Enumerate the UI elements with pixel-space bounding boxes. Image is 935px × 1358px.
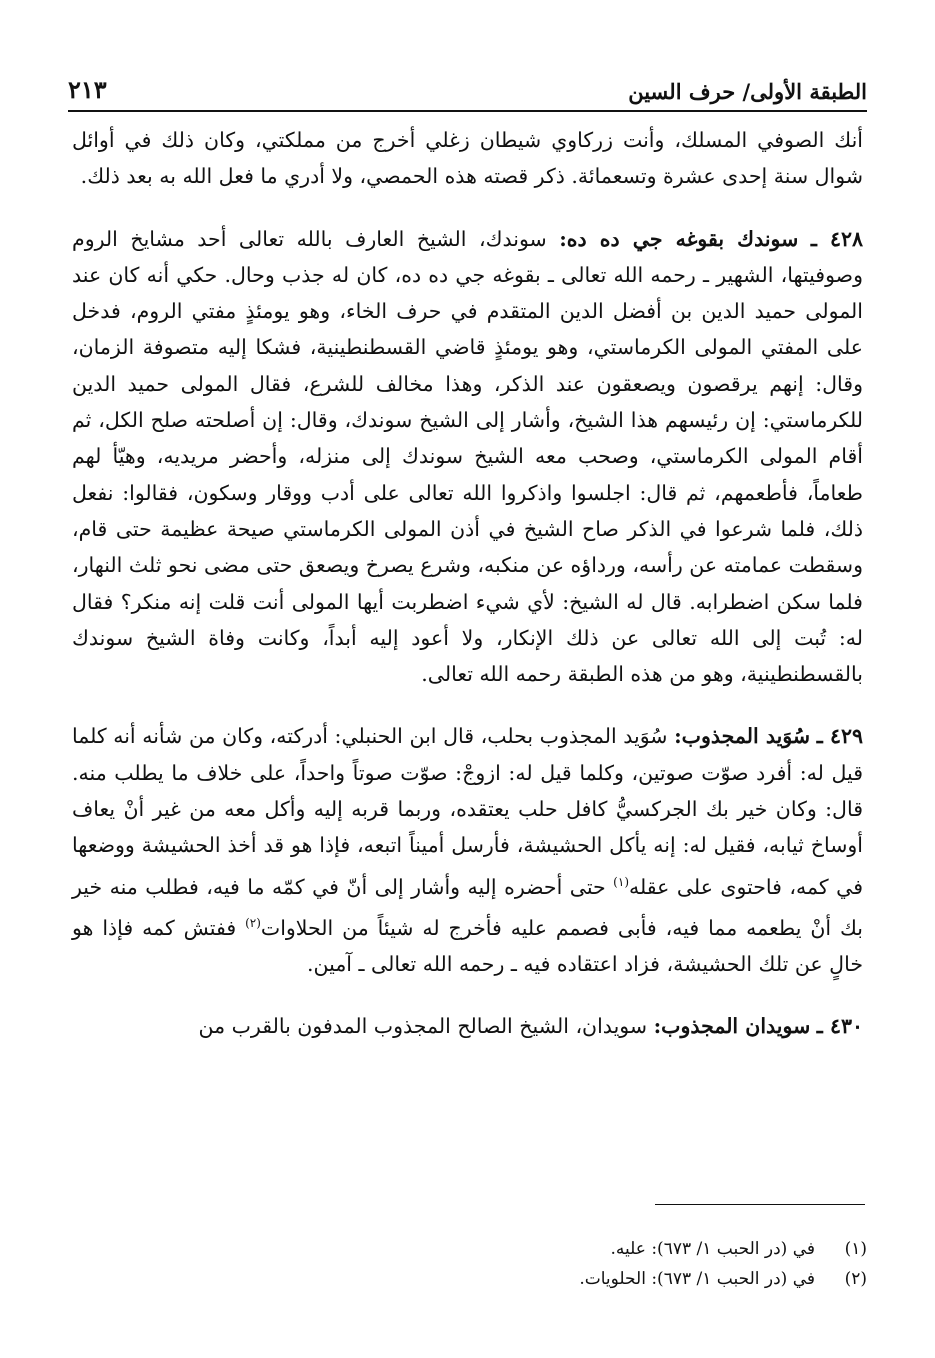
entry-name: سوندك بقوغه جي ده ده: (559, 226, 799, 251)
entry-number: ٤٢٩ ـ (816, 724, 863, 749)
entry-name: سُوَيد المجذوب: (674, 724, 811, 749)
footnote-number: (٢) (844, 1269, 867, 1289)
entry-number: ٤٢٨ ـ (810, 226, 863, 251)
entry-text: ففتش كمه فإذا هو خالٍ عن تلك الحشيشة، فزاد اعتقاده فيه ـ رحمه الله تعالى ـ آمين. (72, 915, 863, 976)
entry-text: سويدان، الشيخ الصالح المجذوب المدفون بالقرب من (198, 1014, 648, 1039)
footnote-1 (68, 1234, 867, 1264)
footnote-number: (١) (844, 1239, 867, 1259)
entry-name: سويدان المجذوب: (653, 1014, 811, 1039)
entry-text: سوندك، الشيخ العارف بالله تعالى أحد مشايخ الروم وصوفيتها، الشهير ـ رحمه الله تعالى ـ بقوغه جي ده ده، كان له جذب وحال. حكي أنه كان عند المولى حميد الدين بن أفضل الدين المتقدم في حرف الخاء، وهو يومئذٍ مفتي الروم، فدخل على المفتي المولى الكرماستي، وهو يومئذٍ قاضي القسطنطينية، فشكا إليه متصوفة الزمان، وقال: إنهم يرقصون ويصعقون عند الذكر، وهذا مخالف للشرع، فقال المولى حميد الدين للكرماستي: إن رئيسهم هذا الشيخ، وأشار إلى الشيخ سوندك، وقال: إن أصلحته صلح الكل، ثم أقام المولى الكرماستي، وصحب معه الشيخ سوندك إلى منزله، وأحضر مريديه، وهيّأ لهم طعاماً، فأطعمهم، ثم قال: اجلسوا واذكروا الله تعالى على أدب ووقار وسكون، فقالوا: نفعل ذلك، فلما شرعوا في الذكر صاح الشيخ في أذن المولى الكرماستي صيحة عظيمة حتى قام، وسقطت عمامته عن رأسه، ورداؤه عن منكبه، وشرع يصرخ ويصعق حتى مضى نحو ثلث النهار، فلما سكن اضطرابه. قال له الشيخ: لأي شيء اضطربت أيها المولى أنت قلت إنه منكر؟ فقال له: تُبت إلى الله تعالى عن ذلك الإنكار، ولا أعود إليه أبداً، وكانت وفاة الشيخ سوندك بالقسطنطينية، وهو من هذه الطبقة رحمه الله تعالى. (71, 226, 863, 687)
entry-text: حتى أحضره إليه وأشار إلى أنّ في كمّه ما فيه، فطلب منه خير بك أنْ يطعمه مما فيه، فأبى فصمم عليه فأخرج له شيئاً من الحلاوات (72, 874, 863, 940)
footnote-ref-1[interactable]: (١) (613, 874, 629, 889)
page-number: ٢١٣ (68, 75, 107, 104)
entry-430 (72, 1008, 863, 1044)
header-title: الطبقة الأولى/ حرف السين (628, 79, 867, 104)
footnote-divider (655, 1204, 865, 1205)
entry-text: سُوَيد المجذوب بحلب، قال ابن الحنبلي: أدركته، وكان من شأنه أنه كلما قيل له: أفرد صوّت صوتين، وكلما قيل له: ازوجْ: صوّت صوتاً واحداً، على خلاف ما يطلب منه. قال: وكان خير بك الجركسيُّ كافل حلب يعتقده، وربما قربه إليه وأكل معه من غير أنْ يعاف أوساخ ثيابه، فقيل له: إنه يأكل الحشيشة، فأرسل أميناً اتبعه، فإذا هو قد أخذ الحشيشة ووضعها في كمه، فاحتوى على عقله (72, 724, 863, 899)
footnote-ref-2[interactable]: (٢) (245, 915, 261, 930)
footnote-text: في (در الحبب ١/ ٦٧٣): الحلويات. (579, 1269, 815, 1289)
entry-number: ٤٣٠ ـ (816, 1014, 863, 1039)
entry-428 (72, 221, 863, 693)
footnotes (68, 1234, 867, 1294)
paragraph-text: أنك الصوفي المسلك، وأنت زركاوي شيطان زغلي أخرج من مملكتي، وكان ذلك في أوائل شوال سنة إحدى عشرة وتسعمائة. ذكر قصته هذه الحمصي، ولا أدري ما فعل الله به بعد ذلك. (72, 128, 863, 189)
paragraph-continuation (72, 122, 863, 195)
footnote-text: في (در الحبب ١/ ٦٧٣): عليه. (610, 1239, 815, 1259)
running-head (68, 72, 867, 112)
entry-429 (72, 718, 863, 982)
footnote-2 (68, 1264, 867, 1294)
body-text (72, 122, 863, 1070)
